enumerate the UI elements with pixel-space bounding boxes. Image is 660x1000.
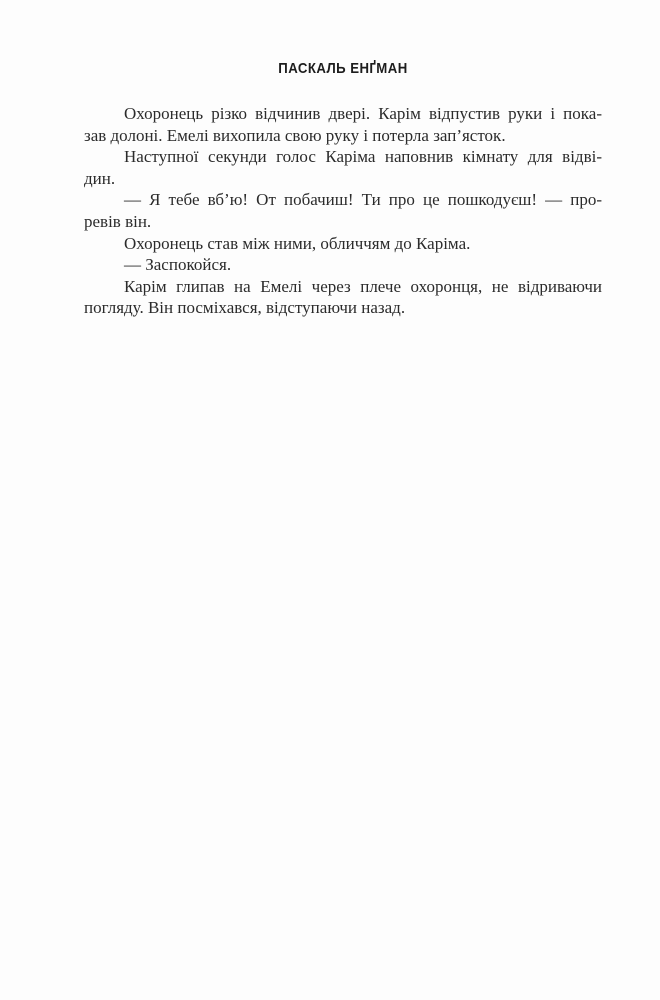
body-line: Охоронець різко відчинив двері. Карім відпустив руки і пока-: [124, 104, 602, 123]
body-line: — Заспокойся.: [124, 255, 232, 275]
paragraph: [84, 146, 602, 189]
body-line: — Я тебе вб’ю! От побачиш! Ти про це пошкодуєш! — про-: [124, 190, 602, 210]
body-line: погляду. Він посміхався, відступаючи назад.: [84, 298, 406, 318]
body-line: Карім глипав на Емелі через плече охоронця, не відриваючи: [124, 276, 602, 296]
paragraph: [84, 276, 602, 319]
body-line: Наступної секунди голос Каріма наповнив кімнату для відві-: [124, 147, 602, 167]
body-text-block: [84, 103, 602, 319]
paragraph: [84, 189, 602, 232]
paragraph: [84, 254, 602, 276]
running-header-author: ПАСКАЛЬ ЕНҐМАН: [278, 60, 408, 77]
body-line: ревів він.: [84, 211, 152, 231]
body-line: зав долоні. Емелі вихопила свою руку і потерла зап’ясток.: [84, 125, 506, 145]
body-line: Охоронець став між ними, обличчям до Каріма.: [124, 233, 471, 253]
paragraph: [84, 103, 602, 146]
body-line: дин.: [84, 168, 116, 188]
paragraph: [84, 233, 602, 255]
